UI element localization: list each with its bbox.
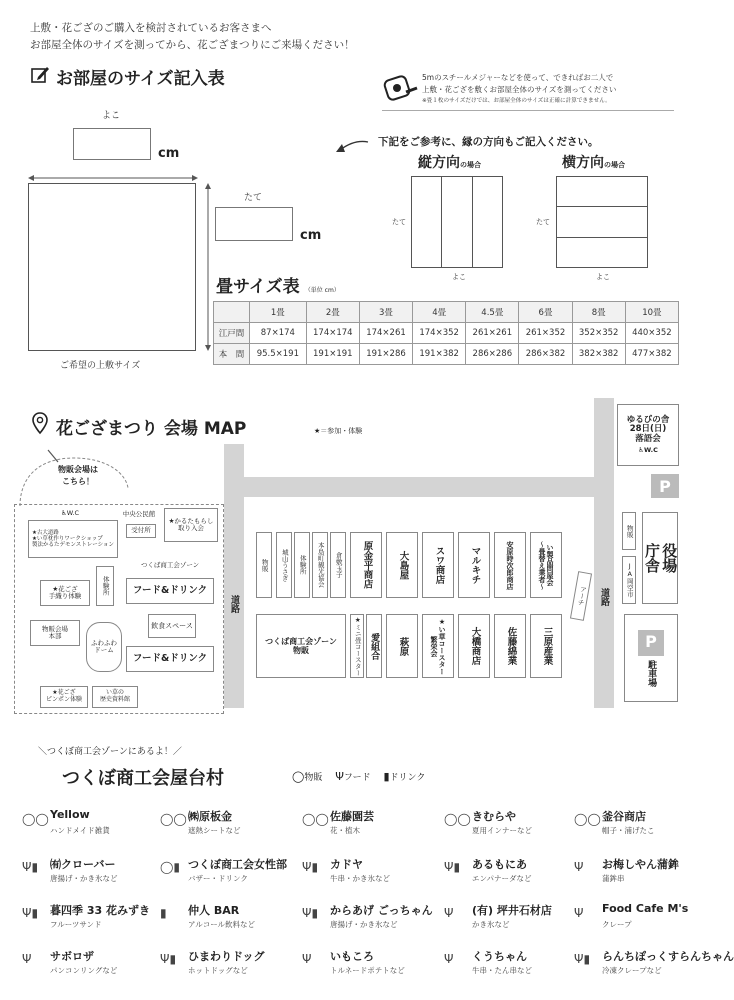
shop-category-icon: Ψ — [444, 952, 454, 966]
tatami-header: 1畳 — [250, 302, 307, 323]
tatami-cell: 286×382 — [519, 344, 572, 365]
shop-desc: エンパナーダなど — [472, 874, 532, 883]
shop-entry — [574, 854, 714, 894]
shop-name: あるもにあ — [472, 858, 527, 871]
road-label-left: 道路 — [229, 595, 239, 613]
tate-label: たて — [244, 193, 263, 203]
tatami-cell: 286×286 — [466, 344, 519, 365]
shop-desc: バザー・ドリンク — [188, 874, 248, 883]
shop-entry — [302, 806, 442, 846]
legend-food: フード — [343, 773, 371, 783]
parking-p-bottom: P — [638, 630, 664, 656]
stall-zone-monoban: つくば商工会ゾーン 物販 — [256, 614, 346, 678]
shop-category-icon: Ψ — [302, 952, 312, 966]
zone-top-label: つくば商工会ゾーン — [122, 560, 218, 572]
width-arrow — [28, 168, 198, 178]
drink-icon: ▮ — [383, 770, 390, 783]
shop-desc: アルコール飲料など — [188, 920, 256, 929]
shop-name: 佐藤園芸 — [330, 810, 374, 823]
yoko-input-box[interactable] — [73, 128, 151, 160]
room-caption: ご希望の上敷サイズ — [60, 361, 141, 371]
shop-category-icon: ◯◯ — [160, 812, 187, 826]
tatami-header: 8畳 — [572, 302, 625, 323]
shop-desc: 牛串・たん串など — [472, 966, 532, 975]
shop-category-icon: Ψ — [444, 906, 454, 920]
road-horizontal — [230, 477, 610, 497]
shop-name: Food Cafe M's — [602, 902, 689, 915]
chuo-kominkan: 中央公民館 — [120, 508, 158, 522]
shop-category-icon: Ψ▮ — [574, 952, 591, 966]
horizontal-tatami-diagram — [556, 176, 648, 268]
tatami-header: 4畳 — [413, 302, 466, 323]
pencil-icon — [30, 64, 50, 84]
town-hall-label: 役場 庁舎 — [643, 543, 679, 573]
shop-name: らんちぽっくすらんちゃん — [602, 950, 734, 963]
shop-category-icon: ◯◯ — [302, 812, 329, 826]
tatami-header: 10畳 — [625, 302, 678, 323]
tip-divider — [382, 110, 674, 111]
shop-entry — [160, 854, 300, 894]
stall-hanei-kai: ★い草コースター 繁栄会 — [422, 614, 454, 678]
road-right-vertical — [594, 398, 614, 708]
vertical-tatami-diagram — [411, 176, 503, 268]
food-drink-2: フード&ドリンク — [126, 646, 214, 672]
shop-name: Yellow — [50, 808, 90, 821]
shop-category-icon: Ψ▮ — [444, 860, 461, 874]
shop-desc: かき氷など — [472, 920, 510, 929]
shop-desc: クレープ — [602, 920, 632, 929]
intro-line-2: お部屋全体のサイズを測ってから、花ござまつりにご来場ください！ — [30, 39, 355, 51]
shop-category-icon: ◯◯ — [574, 812, 601, 826]
shop-name: くうちゃん — [472, 950, 527, 963]
pointer-arrow-icon — [332, 138, 370, 156]
wc-left: ♿W.C — [30, 508, 110, 520]
tatami-cell: 352×352 — [572, 323, 625, 344]
yurubino-rakugo — [617, 404, 679, 466]
shop-entry — [444, 854, 584, 894]
town-hall — [642, 512, 678, 604]
tatami-row-edoma — [214, 323, 679, 344]
shop-desc: ホットドッグなど — [188, 966, 248, 975]
tatami-cell: 382×382 — [572, 344, 625, 365]
yoko-label: よこ — [102, 111, 121, 121]
shop-category-icon: Ψ▮ — [22, 860, 39, 874]
shop-category-icon: ◯▮ — [160, 860, 181, 874]
tatami-size-table — [213, 301, 679, 365]
shop-entry — [574, 946, 734, 986]
intro-line-1: 上敷・花ござのご購入を検討されているお客さまへ — [30, 22, 272, 34]
vertical-tate: たて — [392, 218, 406, 226]
legend-drink: ドリンク — [389, 773, 426, 783]
stall-marukichi: マルキチ — [458, 532, 490, 598]
tatami-cell: 191×286 — [359, 344, 412, 365]
stall-yasuhara: 安原時次郎商店 — [494, 532, 526, 598]
tate-input-box[interactable] — [215, 207, 293, 241]
stall-sato-mengyo: 佐藤綿業 — [494, 614, 526, 678]
tatami-cell: 174×174 — [306, 323, 359, 344]
horizontal-yoko: よこ — [596, 273, 610, 281]
shop-category-icon: Ψ▮ — [302, 906, 319, 920]
shop-entry — [574, 900, 714, 940]
intro-text — [30, 20, 355, 54]
shop-entry — [444, 806, 584, 846]
shop-name: ひまわりドッグ — [188, 950, 265, 963]
shop-name: きむらや — [472, 810, 516, 823]
shop-name: 釜谷商店 — [602, 810, 646, 823]
road-left-vertical — [224, 444, 244, 708]
shop-name: ㈲クローバー — [50, 858, 116, 871]
shop-desc: 遮熱シートなど — [188, 826, 241, 835]
tip-box — [422, 72, 672, 107]
shop-entry — [160, 900, 300, 940]
tatami-header: 4.5畳 — [466, 302, 519, 323]
arch: アーチ — [570, 571, 592, 621]
village-kicker: ＼つくぼ商工会ゾーンにあるよ！／ — [38, 747, 182, 757]
shop-name: カドヤ — [330, 858, 363, 871]
shop-category-icon: Ψ — [22, 952, 32, 966]
stall-ohashi: 大橋商店 — [458, 614, 490, 678]
tatami-cell: 261×352 — [519, 323, 572, 344]
horizontal-title: 横方向 — [562, 155, 604, 171]
shop-desc: 花・植木 — [330, 826, 360, 835]
vertical-suffix: の場合 — [460, 161, 481, 169]
vertical-title: 縦方向 — [418, 155, 460, 171]
shop-desc: 蒲鉾串 — [602, 874, 625, 883]
monoban-honbu: 物販会場 本部 — [30, 620, 80, 646]
shop-entry — [574, 806, 714, 846]
shop-desc: 唐揚げ・かき氷など — [330, 920, 398, 929]
horizontal-suffix: の場合 — [604, 161, 625, 169]
yoko-cm-unit: cm — [158, 146, 180, 161]
shop-name: 暮四季 33 花みずき — [50, 904, 150, 917]
stall-igusa-tonyakai: い製品問屋会 〜畳替え業者〜 — [530, 532, 562, 598]
stall-oshimaya: 大島屋 — [386, 532, 418, 598]
stall-suwa: スワ商店 — [422, 532, 454, 598]
tatami-unit: （単位 cm） — [304, 287, 340, 294]
shop-category-icon: ◯◯ — [22, 812, 49, 826]
tatami-cell: 440×352 — [625, 323, 678, 344]
tip-line-1: 5mのスチールメジャーなどを使って、できればお二人で — [422, 73, 614, 82]
tatami-cell: 95.5×191 — [250, 344, 307, 365]
tatami-cell: 191×191 — [306, 344, 359, 365]
tatami-cell: 477×382 — [625, 344, 678, 365]
stall-shiroyama-usagi: 城山うさぎ — [276, 532, 292, 598]
stall-mihara-sangyo: 三原産業 — [530, 614, 562, 678]
shop-category-icon: ▮ — [160, 906, 167, 920]
village-title: つくぼ商工会屋台村 — [62, 768, 224, 789]
shop-entry — [22, 854, 162, 894]
shop-desc: トルネードポテトなど — [330, 966, 405, 975]
tatami-table-title — [216, 272, 340, 297]
map-legend: ★＝参加・体験 — [314, 427, 363, 435]
shop-category-icon: ◯◯ — [444, 812, 471, 826]
taikenjo-left: 体験所 — [96, 566, 114, 606]
tatami-header-blank — [214, 302, 250, 323]
height-arrow — [203, 183, 213, 351]
food-icon: Ψ — [335, 770, 344, 783]
shop-name: (有) 坪井石材店 — [472, 904, 552, 917]
fuwafuwa-dome: ふわふわ ドーム — [86, 622, 122, 672]
shop-entry — [302, 946, 442, 986]
food-drink-1: フード&ドリンク — [126, 578, 214, 604]
rakugo-wc: ♿W.C — [638, 445, 658, 454]
shop-category-icon: Ψ▮ — [22, 906, 39, 920]
karuta-area: ★かるたもらし 取り入会 — [164, 508, 218, 542]
goods-icon: ◯ — [292, 770, 305, 783]
tatami-cell: 174×261 — [359, 323, 412, 344]
tip-line-3: ※畳１枚のサイズだけでは、お部屋全体のサイズは正確に計算できません。 — [422, 98, 611, 104]
legend-goods: 物販 — [304, 773, 323, 783]
shop-entry — [22, 946, 162, 986]
stall-ai-kumiai: 愛組合 — [366, 614, 382, 678]
shop-name: いもころ — [330, 950, 374, 963]
road-label-right: 道路 — [599, 588, 609, 606]
demo-area: ★古大道路 ★い草枕作りワークショップ 製法かるたデモンストレーション — [28, 520, 118, 558]
stall-honjima-kanko: 本島町観光協会 — [312, 532, 328, 598]
map-title: 花ござまつり 会場 MAP — [56, 419, 247, 439]
stall-taikenjo: 体験所 — [294, 532, 310, 598]
stall-hara-kinpei: 原金平商店 — [350, 532, 382, 598]
tatami-cell: 261×261 — [466, 323, 519, 344]
size-form-title: お部屋のサイズ記入表 — [56, 69, 225, 89]
shop-desc: 冷凍クレープなど — [602, 966, 662, 975]
tatami-row-label: 江戸間 — [214, 323, 250, 344]
tatami-cell: 87×174 — [250, 323, 307, 344]
tatami-title: 畳サイズ表 — [216, 277, 300, 297]
igusa-museum: い草の 歴史資料館 — [92, 686, 138, 708]
stall-kurashiki-tamago: 倉敷玉子 — [330, 532, 346, 598]
tatami-row-honma — [214, 344, 679, 365]
shop-desc: 帽子・浦げたこ — [602, 826, 655, 835]
shop-category-icon: Ψ — [574, 906, 584, 920]
shop-desc: ハンドメイド雑貨 — [50, 826, 110, 835]
parking-label: 駐車場 — [646, 659, 657, 687]
stall-mini-coaster: ★ミニ畳コースター — [350, 614, 364, 678]
parking-lot — [624, 614, 678, 702]
horizontal-case-title — [562, 152, 625, 172]
shop-name: からあげ ごっちゃん — [330, 904, 433, 917]
tatami-header-row — [214, 302, 679, 323]
tatami-row-label: 本 間 — [214, 344, 250, 365]
parking-p-top: P — [651, 474, 679, 498]
shop-entry — [444, 900, 584, 940]
uketsuke: 受付所 — [126, 524, 156, 538]
shop-entry — [160, 946, 300, 986]
inshoku-space: 飲食スペース — [148, 614, 196, 638]
shop-entry — [22, 806, 162, 846]
stall-hagiwara: 萩原 — [386, 614, 418, 678]
hanagoza-taiken: ★花ござ 手織り体験 — [40, 580, 90, 606]
shop-desc: 唐揚げ・かき氷など — [50, 874, 118, 883]
tatami-header: 6畳 — [519, 302, 572, 323]
shop-entry — [444, 946, 584, 986]
tatami-cell: 174×352 — [413, 323, 466, 344]
shop-category-icon: Ψ▮ — [302, 860, 319, 874]
shop-desc: 牛串・かき氷など — [330, 874, 390, 883]
shop-entry — [302, 900, 442, 940]
shop-entry — [160, 806, 300, 846]
tatami-cell: 191×382 — [413, 344, 466, 365]
stall-monoban: 物販 — [256, 532, 272, 598]
horizontal-tate: たて — [536, 218, 550, 226]
rakugo-text: ゆるびの舎 28日(日) 落語会 — [626, 414, 670, 445]
shop-desc: 夏用インナーなど — [472, 826, 532, 835]
shop-entry — [22, 900, 162, 940]
shop-name: 仲人 BAR — [188, 904, 240, 917]
shop-name: つくぼ商工会女性部 — [188, 858, 287, 871]
map-pin-icon — [32, 412, 48, 434]
shop-entry — [302, 854, 442, 894]
shop-category-icon: Ψ▮ — [160, 952, 177, 966]
ja-oka-market: JA岡空市 — [622, 556, 636, 604]
tate-cm-unit: cm — [300, 228, 322, 243]
tip-line-2: 上敷・花ござを敷くお部屋全体のサイズを測ってください — [422, 85, 617, 94]
shop-desc: パンコンリングなど — [50, 966, 118, 975]
shop-name: サボロザ — [50, 950, 94, 963]
monoban-small: 物販 — [622, 512, 636, 550]
village-legend — [292, 770, 425, 783]
tatami-header: 3畳 — [359, 302, 412, 323]
shop-name: お梅しやん蒲鉾 — [602, 858, 679, 871]
shop-category-icon: Ψ — [574, 860, 584, 874]
tatami-header: 2畳 — [306, 302, 359, 323]
direction-note: 下記をご参考に、縁の方向もご記入ください。 — [378, 136, 599, 148]
vertical-yoko: よこ — [452, 273, 466, 281]
shop-desc: フルーツサンド — [50, 920, 102, 929]
callout-text: 物販会場は こちら！ — [58, 465, 98, 486]
room-size-box — [28, 183, 196, 351]
tape-measure-icon — [384, 74, 418, 102]
shop-name: ㈱原板金 — [188, 810, 232, 823]
pinpon-taiken: ★花ござ ピンポン体験 — [40, 686, 88, 708]
vertical-case-title — [418, 152, 481, 172]
